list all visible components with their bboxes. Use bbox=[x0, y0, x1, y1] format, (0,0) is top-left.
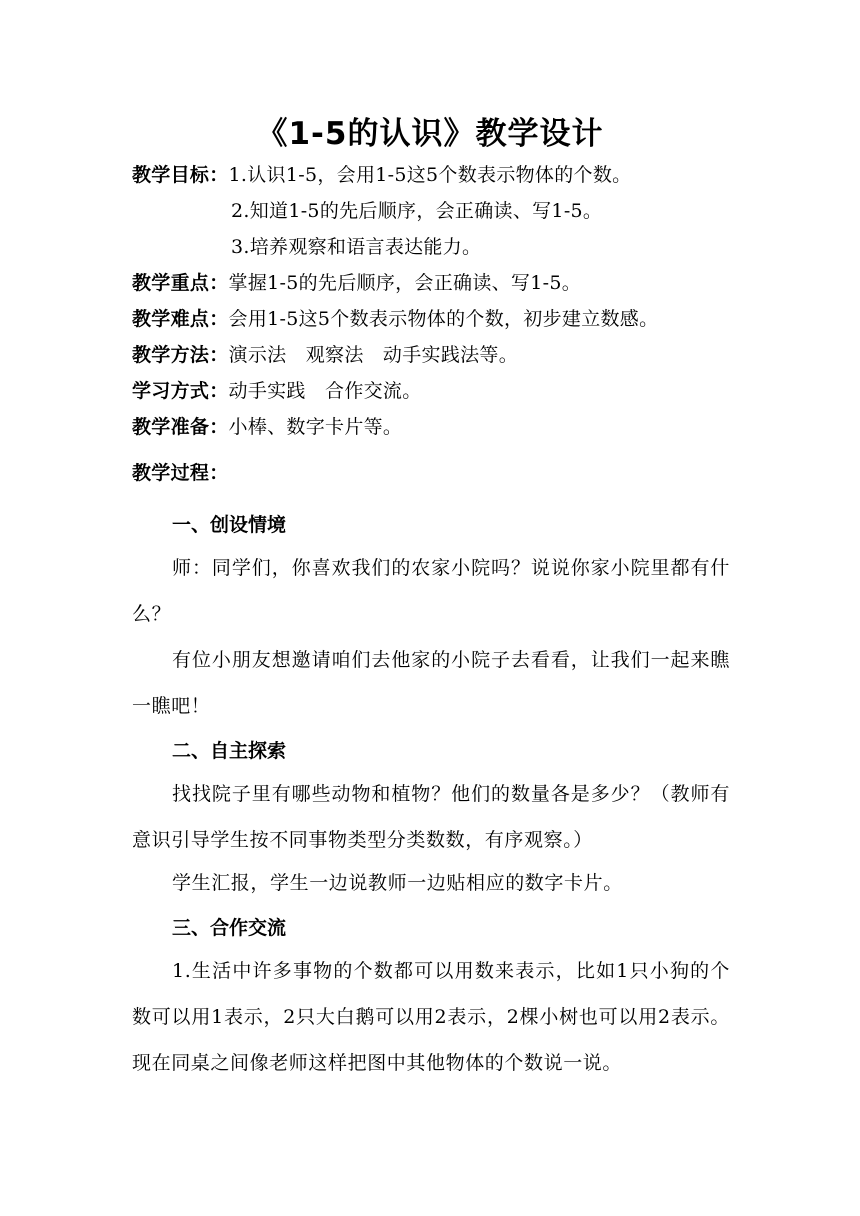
objective-item-2: 2.知道1-5的先后顺序，会正确读、写1-5。 bbox=[231, 200, 603, 222]
learning-row bbox=[132, 376, 422, 403]
learning-label: 学习方式： bbox=[132, 380, 229, 402]
process-label: 教学过程： bbox=[132, 462, 229, 484]
objectives-row bbox=[132, 160, 631, 187]
preparation-label: 教学准备： bbox=[132, 416, 229, 438]
difficulty-row bbox=[132, 304, 658, 331]
process-row bbox=[132, 458, 229, 485]
difficulty-label: 教学难点： bbox=[132, 308, 229, 330]
key-point-label: 教学重点： bbox=[132, 272, 229, 294]
key-point-row bbox=[132, 268, 581, 295]
section-1-heading: 一、创设情境 bbox=[172, 514, 287, 536]
section-2-paragraph-1: 找找院子里有哪些动物和植物？他们的数量各是多少？（教师有意识引导学生按不同事物类型分类数数，有序观察。） bbox=[132, 783, 730, 851]
key-point-text: 掌握1-5的先后顺序，会正确读、写1-5。 bbox=[228, 272, 582, 294]
section-1-paragraph-1: 师：同学们，你喜欢我们的农家小院吗？说说你家小院里都有什么？ bbox=[132, 557, 730, 625]
preparation-row bbox=[132, 412, 402, 439]
objectives-label: 教学目标： bbox=[132, 164, 229, 186]
difficulty-text: 会用1-5这5个数表示物体的个数，初步建立数感。 bbox=[228, 308, 659, 330]
methods-row bbox=[132, 340, 518, 367]
methods-text: 演示法 观察法 动手实践法等。 bbox=[228, 344, 519, 366]
objective-item-3: 3.培养观察和语言表达能力。 bbox=[231, 236, 482, 258]
document-title: 《1-5的认识》教学设计 bbox=[256, 116, 604, 152]
preparation-text: 小棒、数字卡片等。 bbox=[228, 416, 403, 438]
section-2-paragraph-2: 学生汇报，学生一边说教师一边贴相应的数字卡片。 bbox=[172, 872, 623, 894]
section-2-heading: 二、自主探索 bbox=[172, 740, 287, 762]
learning-text: 动手实践 合作交流。 bbox=[228, 380, 422, 402]
section-3-heading: 三、合作交流 bbox=[172, 917, 287, 939]
objective-item-1: 1.认识1-5，会用1-5这5个数表示物体的个数。 bbox=[228, 164, 632, 186]
methods-label: 教学方法： bbox=[132, 344, 229, 366]
section-1-paragraph-2: 有位小朋友想邀请咱们去他家的小院子去看看，让我们一起来瞧一瞧吧！ bbox=[132, 649, 730, 717]
section-3-paragraph-1: 1.生活中许多事物的个数都可以用数来表示，比如1只小狗的个数可以用1表示，2只大白鹅可以用2表示，2棵小树也可以用2表示。现在同桌之间像老师这样把图中其他物体的个数说一说。 bbox=[132, 960, 730, 1074]
